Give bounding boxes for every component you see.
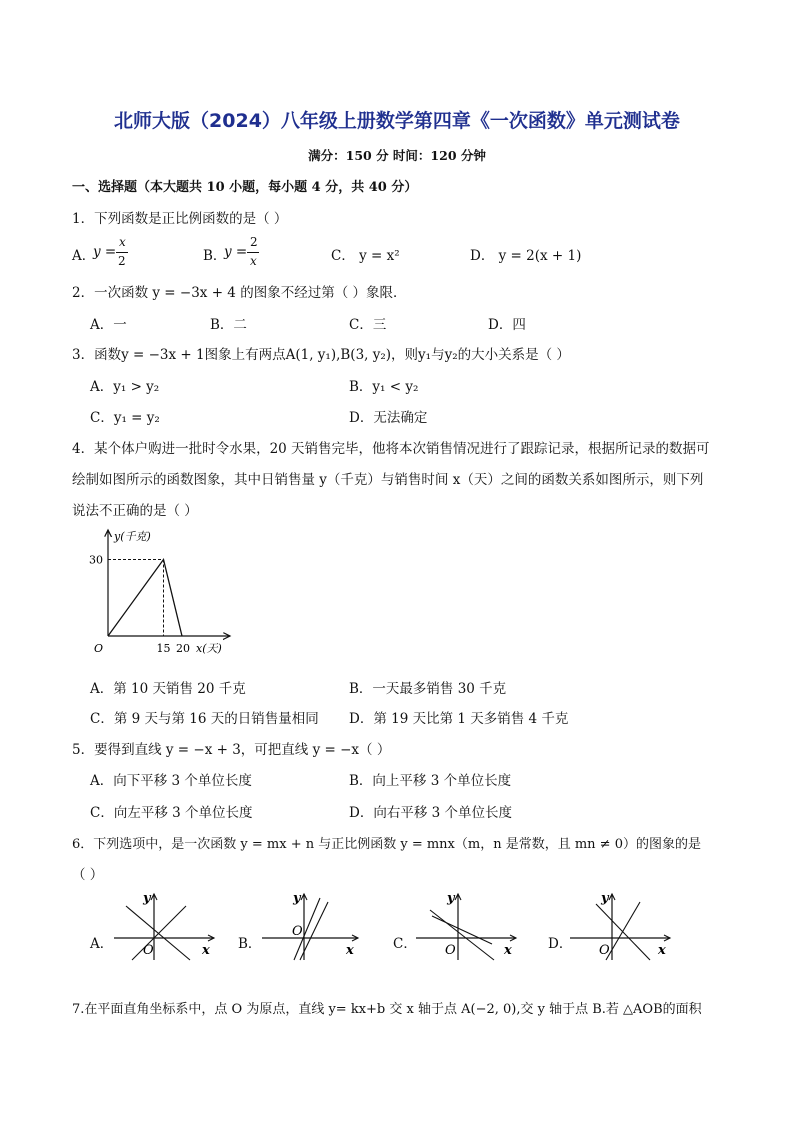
x-tick-20: 20: [176, 642, 190, 655]
question-3-option-b: B．y₁ < y₂: [349, 379, 419, 395]
question-5-stem: 5．要得到直线 y = −x + 3，可把直线 y = −x（ ）: [72, 742, 391, 758]
question-4-option-a: A．第 10 天销售 20 千克: [90, 681, 246, 697]
page-title: 北师大版（2024）八年级上册数学第四章《一次函数》单元测试卷: [114, 110, 680, 132]
question-1-option-b-label: B．: [203, 248, 227, 264]
question-6-option-b-graph: [258, 888, 368, 963]
question-1-option-b-lhs: y =: [224, 244, 248, 260]
question-5-option-a: A．向下平移 3 个单位长度: [90, 773, 252, 789]
question-1-option-a-lhs: y =: [93, 244, 117, 260]
question-6-option-c-graph: [412, 888, 522, 963]
x-label: x: [658, 943, 666, 958]
increasing-line: [132, 906, 186, 960]
increasing-line: [606, 902, 640, 960]
question-6-option-a-label: A．: [90, 936, 114, 952]
question-1-option-d: D． y = 2(x + 1): [470, 248, 582, 264]
question-4-option-c: C．第 9 天与第 16 天的日销售量相同: [90, 711, 319, 727]
question-4-line-1: 4．某个体户购进一批时令水果，20 天销售完毕，他将本次销售情况进行了跟踪记录，根据所记录的数据可: [72, 441, 710, 457]
question-1-option-a-label: A．: [72, 248, 96, 264]
question-6-option-a-graph: [110, 888, 220, 963]
exam-info: 满分：150 分 时间：120 分钟: [308, 148, 486, 163]
question-1-option-a-fraction-bar: [116, 252, 128, 253]
question-6-option-d-graph: [566, 888, 676, 963]
origin-label: O: [445, 943, 456, 958]
x-label: x: [504, 943, 512, 958]
question-2-option-d: D．四: [488, 317, 526, 333]
question-1-option-a-denominator: 2: [118, 254, 126, 268]
shallow-decreasing-line: [432, 916, 492, 944]
y-label: y: [143, 891, 151, 906]
question-7-stem: 7.在平面直角坐标系中，点 O 为原点，直线 y= kx+b 交 x 轴于点 A(−2, 0),交 y 轴于点 B.若 △AOB的面积: [72, 1002, 702, 1017]
question-4-option-b: B．一天最多销售 30 千克: [349, 681, 507, 697]
question-4-option-d: D．第 19 天比第 1 天多销售 4 千克: [349, 711, 569, 727]
origin-label: O: [599, 943, 610, 958]
sales-line: [108, 560, 182, 637]
origin-label: O: [292, 924, 303, 939]
question-4-line-2: 绘制如图所示的函数图象，其中日销售量 y（千克）与销售时间 x（天）之间的函数关系如图所示，则下列: [72, 472, 704, 488]
question-3-option-a: A．y₁ > y₂: [90, 379, 160, 395]
question-5-option-b: B．向上平移 3 个单位长度: [349, 773, 512, 789]
question-6-option-d-label: D．: [548, 936, 573, 952]
question-2-option-b: B．二: [210, 317, 247, 333]
question-4-line-3: 说法不正确的是（ ）: [72, 503, 198, 519]
question-1-option-b-fraction-bar: [247, 252, 259, 253]
question-3-option-c: C．y₁ = y₂: [90, 410, 160, 426]
x-axis-label: x(天): [196, 642, 222, 655]
question-5-option-d: D．向右平移 3 个单位长度: [349, 805, 512, 821]
x-label: x: [202, 943, 210, 958]
origin-label: O: [143, 943, 154, 958]
y-label: y: [447, 891, 455, 906]
question-6-option-b-label: B．: [238, 936, 262, 952]
question-1-option-a-numerator: x: [119, 235, 126, 249]
decreasing-line: [126, 906, 190, 960]
y-label: y: [293, 891, 301, 906]
y-label: y: [601, 891, 609, 906]
question-2-option-a: A．一: [90, 317, 127, 333]
question-3-stem: 3．函数y = −3x + 1图象上有两点A(1, y₁),B(3, y₂)，则y₁与y₂的大小关系是（ ）: [72, 347, 570, 363]
section-heading: 一、选择题（本大题共 10 小题，每小题 4 分，共 40 分）: [72, 180, 418, 195]
question-2-option-c: C．三: [349, 317, 387, 333]
question-6-paren: （ ）: [72, 867, 104, 883]
question-2-stem: 2．一次函数 y = −3x + 4 的图象不经过第（ ）象限．: [72, 285, 407, 301]
steep-decreasing-line: [430, 910, 494, 960]
origin-label: O: [94, 642, 104, 655]
y-tick-30: 30: [89, 553, 103, 567]
x-label: x: [346, 943, 354, 958]
question-3-option-d: D．无法确定: [349, 410, 428, 426]
question-1-option-c: C． y = x²: [331, 248, 400, 264]
question-1-option-b-denominator: x: [250, 254, 257, 268]
y-axis-label: y(千克): [114, 530, 151, 543]
question-6-option-c-label: C．: [393, 936, 417, 952]
question-6-stem: 6．下列选项中，是一次函数 y = mx + n 与正比例函数 y = mnx（m，n 是常数，且 mn ≠ 0）的图象的是: [72, 837, 701, 852]
question-1-option-b-numerator: 2: [250, 235, 258, 249]
question-1-stem: 1．下列函数是正比例函数的是（ ）: [72, 211, 288, 227]
question-5-option-c: C．向左平移 3 个单位长度: [90, 805, 253, 821]
sales-graph: [80, 520, 240, 660]
x-tick-15: 15: [156, 642, 171, 655]
